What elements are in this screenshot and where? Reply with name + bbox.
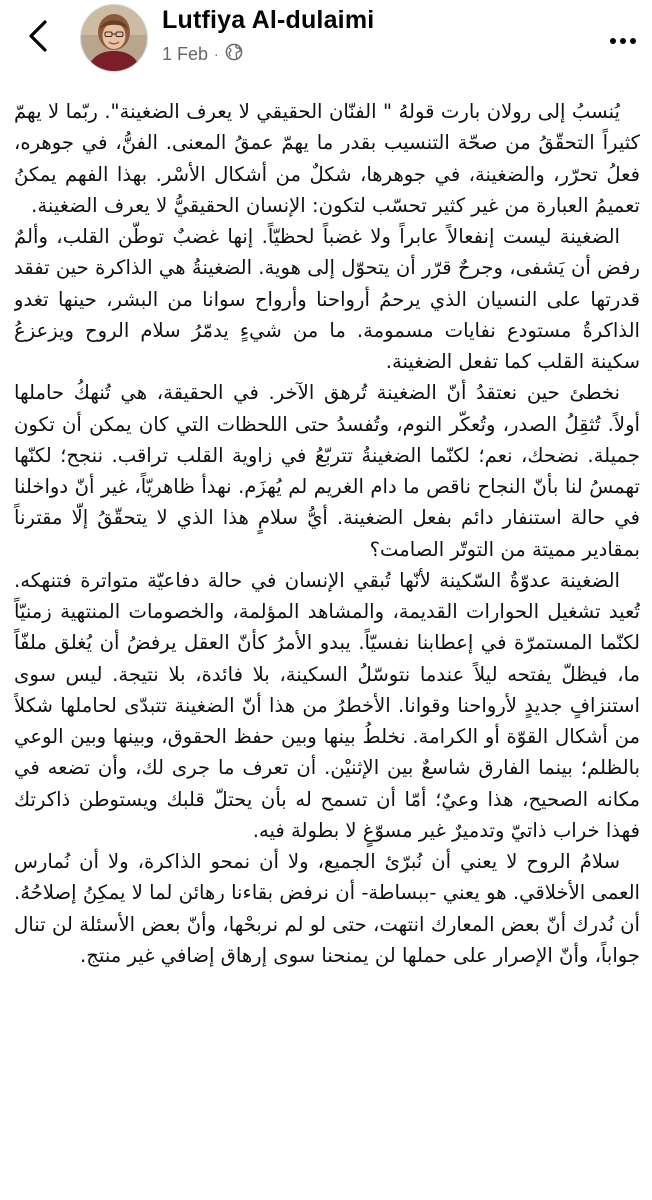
globe-icon (225, 43, 243, 66)
post-paragraph: يُنسبُ إلى رولان بارت قولهُ " الفنّان الحقيقي لا يعرف الضغينة". ربّما لا يهمّ كثيراً التحقّقُ من صحّة التنسيب بقدر ما يهمّ عمقُ المعنى. الفنُّ، في جوهره، فعلُ تحرّر، والضغينة، في جوهرها، شكلٌ من أشكال الأسْر. بهذا الفهم يمكنُ تعميمُ العبارة من غير كثير تحسّب لتكون: الإنسان الحقيقيُّ لا يعرف الضغينة. (14, 100, 640, 217)
post-header (0, 0, 652, 82)
post-paragraph: الضغينة ليست إنفعالاً عابراً ولا غضباً لحظيّاً. إنها غضبٌ توطّن القلب، وألمٌ رفض أن يَشفى، وجرحٌ قرّر أن يتحوّل إلى هوية. الضغينةُ هي الذاكرة حين تفقد قدرتها على النسيان الذي يرحمُ أرواحنا وأرواح سوانا من البشر، حينها تغدو الذاكرةُ مستودع نفايات مسمومة. ما من شيءٍ يدمّرُ سلام الروح ويزعزعُ سكينة القلب كما تفعل الضغينة. (14, 225, 640, 373)
post-paragraph: سلامُ الروح لا يعني أن نُبرّئ الجميع، ولا أن نمحو الذاكرة، ولا أن نُمارس العمى الأخلاقي. هو يعني -ببساطة- أن نرفض بقاءنا رهائن لما لا يمكِنُ إصلاحُهُ. أن نُدرك أنّ بعض المعارك انتهت، حتى لو لم نربحْها، وأنّ بعض الأسئلة لن تنال جواباً، وأنّ الإصرار على حملها لن يمنحنا سوى إرهاق إضافي غير منتج. (14, 850, 640, 967)
post-body (14, 96, 640, 1200)
back-button[interactable] (18, 18, 58, 58)
author-name[interactable]: Lutfiya Al-dulaimi (162, 6, 375, 34)
post-date[interactable]: 1 Feb (162, 43, 209, 64)
avatar[interactable] (80, 4, 148, 72)
more-horizontal-icon (609, 30, 637, 49)
post-meta (162, 42, 243, 66)
post-paragraph: الضغينة عدوّةُ السّكينة لأنّها تُبقي الإنسان في حالة دفاعيّة متواترة فتنهكه. تُعيد تشغيل الحوارات القديمة، والمشاهد المؤلمة، والخصومات المنتهية زمنيّاً لكنّما المستمرّة في إعطابنا نفسيّاً. يبدو الأمرُ كأنّ العقل يرفضُ أن يُغلق ملفّاً ما، فيظلّ يفتحه ليلاً عندما نتوسّلُ السكينة، بلا فائدة، بلا نتيجة. ليس سوى استنزافٍ جديدٍ لأرواحنا وقوانا. الأخطرُ من هذا أنّ الضغينة تتبدّى لحاملها شكلاً من أشكال القوّة أو الكرامة. نخلطُ بينها وبين حفظ الحقوق، وبينها وبين الوعي بالظلم؛ بينما الفارق شاسعٌ بين الإثنيْن. أن تعرف ما جرى لك، وأن تضعه في مكانه الصحيح، هذا وعيٌ؛ أمّا أن تسمح له بأن يحتلّ قلبك ويستوطن ذاكرتك فهذا خراب ذاتيّ وتدميرٌ غير مسوّغٍ لا بطولة فيه. (14, 568, 640, 842)
post-paragraph: نخطئ حين نعتقدُ أنّ الضغينة تُرهق الآخر. في الحقيقة، هي تُنهكُ حاملها أولاً. تُثقِلُ الصدر، وتُعكّر النوم، وتُفسدُ حتى اللحظات التي كان يمكن أن تكون جميلة. نضحك، نعم؛ لكنّما الضغينةُ تتربّعُ في زاوية القلب تراقب. ننجح؛ لكنّها تهمسُ لنا بأنّ النجاح ناقص ما دام الغريم لم يُهزَم. نهدأ ظاهريّاً، غير أنّ دواخلنا في حالة استنفار دائم بفعل الضغينة. أيُّ سلامٍ هذا الذي لا يتحقّقُ إلّا مقترناً بمقادير مميتة من التوتّر الصامت؟ (14, 381, 640, 561)
meta-separator: · (214, 46, 219, 62)
more-options-button[interactable] (606, 22, 640, 56)
chevron-left-icon (27, 19, 49, 57)
